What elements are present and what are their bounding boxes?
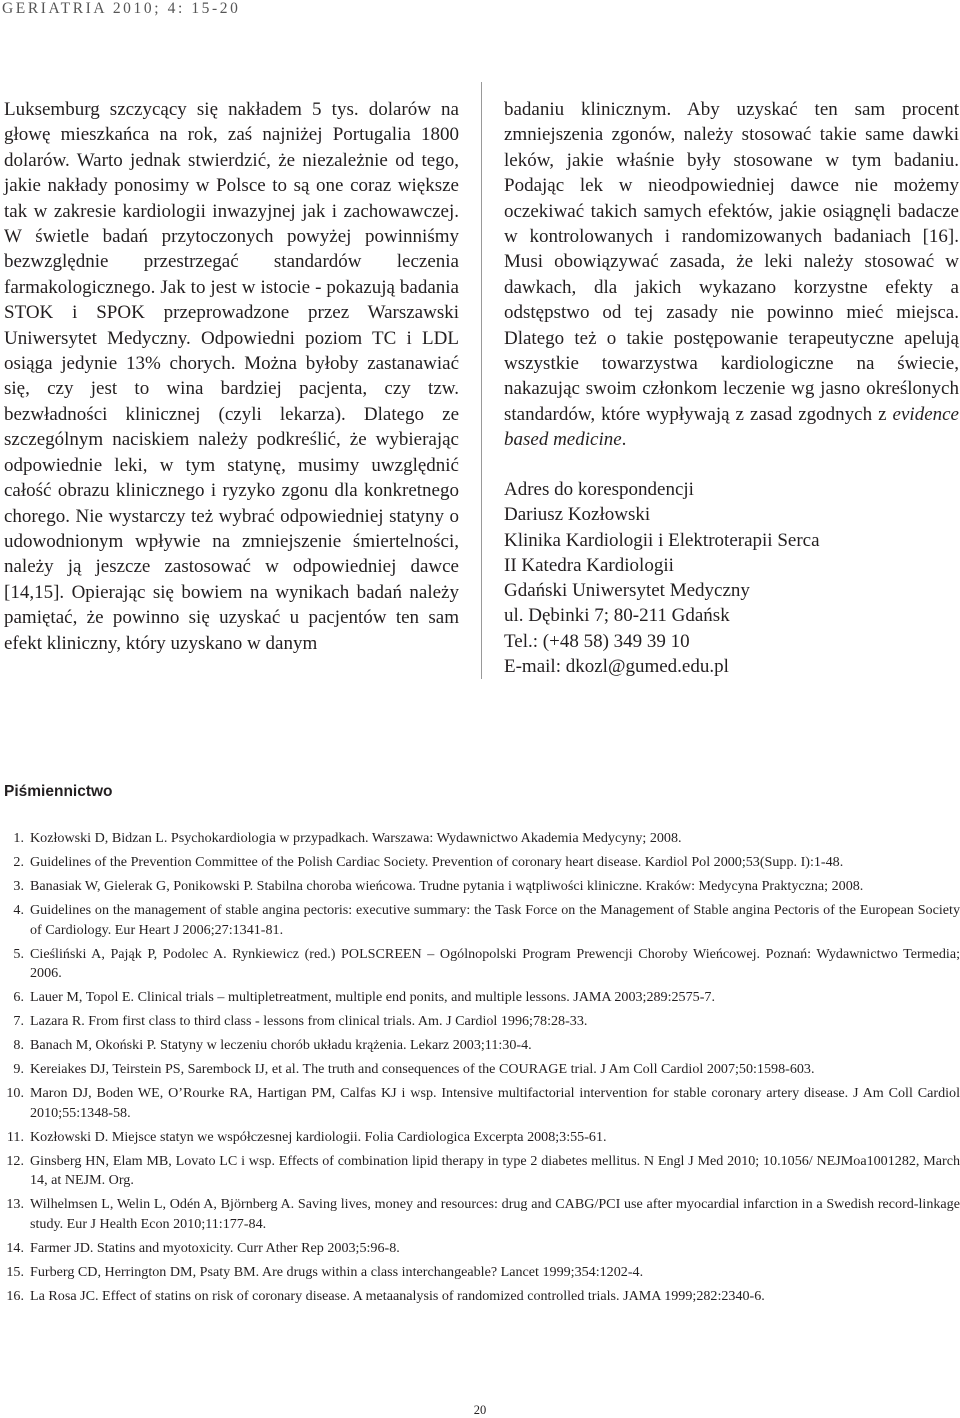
reference-number: 8. [13,1037,24,1054]
reference-number: 10. [6,1085,24,1102]
reference-item [0,1012,960,1032]
reference-item [0,988,960,1008]
references-heading: Piśmiennictwo [4,783,113,800]
address-heading: Adres do korespondencji [504,479,694,500]
address-department: II Katedra Kardiologii [504,554,674,576]
reference-text: La Rosa JC. Effect of statins on risk of coronary disease. A metaanalysis of randomized controlled trials. JAMA 1999;282:2340-6. [30,1287,765,1304]
right-column [504,97,959,453]
reference-text: Furberg CD, Herrington DM, Psaty BM. Are drugs within a class interchangeable? Lancet 1999;354:1202-4. [30,1263,644,1280]
reference-number: 5. [13,945,24,962]
left-column-paragraph: Luksemburg szczycący się nakładem 5 tys. dolarów na głowę mieszkańca na rok, zaś najniżej Portugalia 1800 dolarów. Warto jednak stwierdzić, że niezależnie od tego, jakie nakłady ponosimy w Polsce to są one coraz większe tak w zakresie kardiologii inwazyjnej jak i zachowawczej. W świetle badań przytoczonych powyżej powinniśmy bezwzględnie przestrzegać standardów leczenia farmakologicznego. Jak to jest w istocie - pokazują badania STOK i SPOK przeprowadzone przez Warszawski Uniwersytet Medyczny. Odpowiedni poziom TC i LDL osiąga jedynie 13% chorych. Można byłoby zastanawiać się, czy jest to wina bardziej pacjenta, czy tzw. bezwładności klinicznej (czyli lekarza). Dlatego ze szczególnym naciskiem należy podkreślić, że wybierając odpowiednie leki, w tym statynę, musimy uwzględnić całość obrazu klinicznego i ryzyko zgonu dla konkretnego chorego. Nie wystarczy też wybrać odpowiedniej statyny o udowodnionym wpływie na zmniejszenie śmiertelności, należy ją jeszcze zastosować w odpowiedniej dawce [14,15]. Opierając się bowiem na wynikach badań należy pamiętać, że powinno się uzyskać u pacjentów ten sam efekt kliniczny, który uzyskano w danym [4,99,459,654]
right-paragraph-main: badaniu klinicznym. Aby uzyskać ten sam procent zmniejszenia zgonów, należy stosować takie same dawki leków, jakie właśnie były stosowane w tym badaniu. Podając lek w nieodpowiedniej dawce nie możemy oczekiwać takich samych efektów, jakie osiągnęli badacze w kontrolowanych i randomizowanych badaniach [16]. Musi obowiązywać zasada, że leki należy stosować w dawkach, dla jakich wykazano korzystne efekty a odstępstwo od tej zasady nie powinno mieć miejsca. Dlatego też o takie postępowanie terapeutyczne apelują wszystkie towarzystwa kardiologiczne na świecie, nakazując swoim członkom leczenie wg jasno określonych standardów, które wypływają z zasad zgodnych z [504,99,959,425]
reference-number: 4. [13,901,24,918]
reference-item [0,1263,960,1283]
right-column-paragraph [504,97,959,453]
reference-item [0,853,960,873]
address-street: ul. Dębinki 7; 80-211 Gdańsk [504,605,730,627]
reference-text: Kereiakes DJ, Teirstein PS, Sarembock IJ, et al. The truth and consequences of the COURAGE trial. J Am Coll Cardiol 2007;50:1598-603. [30,1061,815,1078]
reference-item [0,829,960,849]
reference-number: 3. [13,877,24,894]
reference-item [0,877,960,897]
address-phone: Tel.: (+48 58) 349 39 10 [504,630,690,652]
reference-number: 7. [13,1013,24,1030]
references-list [0,829,960,1311]
reference-item [0,1287,960,1307]
reference-number: 15. [6,1263,24,1280]
reference-number: 14. [6,1239,24,1256]
right-paragraph-italic: evidence based medicine [504,403,959,451]
reference-item [0,945,960,984]
reference-text: Banasiak W, Gielerak G, Ponikowski P. Stabilna choroba wieńcowa. Trudne pytania i wątpliwości kliniczne. Kraków: Medycyna Praktyczna; 2008. [30,877,864,894]
reference-text: Banach M, Okoński P. Statyny w leczeniu chorób układu krążenia. Lekarz 2003;11:30-4. [30,1037,532,1054]
reference-number: 16. [6,1287,24,1304]
reference-number: 1. [13,830,24,846]
reference-item [0,1195,960,1234]
correspondence-address [504,477,820,679]
reference-item [0,901,960,940]
page-number: 20 [473,1403,487,1417]
running-head: GERIATRIA 2010; 4: 15-20 [2,0,241,17]
reference-item [0,1060,960,1080]
reference-text: Ginsberg HN, Elam MB, Lovato LC i wsp. Effects of combination lipid therapy in type 2 diabetes mellitus. N Engl J Med 2010; 10.1056/ NEJMoa1001282, March 14, at NEJM. Org. [30,1152,960,1189]
right-paragraph-end: . [621,429,627,451]
reference-text: Maron DJ, Boden WE, O’Rourke RA, Hartigan PM, Calfas KJ i wsp. Intensive multifactorial intervention for stable coronary artery disease. J Am Coll Cardiol 2010;55:1348-58. [30,1085,960,1121]
reference-number: 12. [6,1152,24,1169]
reference-text: Kozłowski D. Miejsce statyn we współczesnej kardiologii. Folia Cardiologica Excerpta 2008;3:55-61. [30,1128,607,1145]
reference-item [0,1084,960,1123]
reference-text: Wilhelmsen L, Welin L, Odén A, Björnberg A. Saving lives, money and resources: drug and CABG/PCI use after myocardial infarction in a Swedish record-linkage study. Eur J Health Econ 2010;11:177-84. [30,1196,960,1232]
reference-text: Guidelines on the management of stable angina pectoris: executive summary: the Task Force on the Management of Stable angina Pectoris of the European Society of Cardiology. Eur Heart J 2006;27:1341-81. [30,901,960,938]
reference-item [0,1128,960,1148]
reference-item [0,1239,960,1259]
address-university: Gdański Uniwersytet Medyczny [504,580,750,602]
reference-text: Farmer JD. Statins and myotoxicity. Curr Ather Rep 2003;5:96-8. [30,1239,400,1256]
reference-number: 2. [13,853,24,870]
reference-text: Kozłowski D, Bidzan L. Psychokardiologia w przypadkach. Warszawa: Wydawnictwo Akademia Medycyny; 2008. [30,830,682,846]
reference-number: 13. [6,1196,24,1213]
address-author: Dariusz Kozłowski [504,504,651,526]
column-divider [481,82,482,679]
reference-number: 9. [13,1061,24,1078]
left-column [4,97,459,656]
reference-item [0,1152,960,1191]
address-email[interactable]: E-mail: dkozl@gumed.edu.pl [504,656,729,678]
reference-number: 11. [6,1128,24,1145]
reference-item [0,1036,960,1056]
reference-number: 6. [13,989,24,1006]
reference-text: Lauer M, Topol E. Clinical trials – multipletreatment, multiple end ponits, and multiple lessons. JAMA 2003;289:2575-7. [30,989,715,1006]
reference-text: Cieśliński A, Pająk P, Podolec A. Rynkiewicz (red.) POLSCREEN – Ogólnopolski Program Prewencji Choroby Wieńcowej. Poznań: Wydawnictwo Termedia; 2006. [30,945,960,982]
reference-text: Guidelines of the Prevention Committee of the Polish Cardiac Society. Prevention of coronary heart disease. Kardiol Pol 2000;53(Supp. I):1-48. [30,853,844,870]
reference-text: Lazara R. From first class to third class - lessons from clinical trials. Am. J Cardiol 1996;78:28-33. [30,1013,588,1030]
address-clinic: Klinika Kardiologii i Elektroterapii Serca [504,529,820,551]
